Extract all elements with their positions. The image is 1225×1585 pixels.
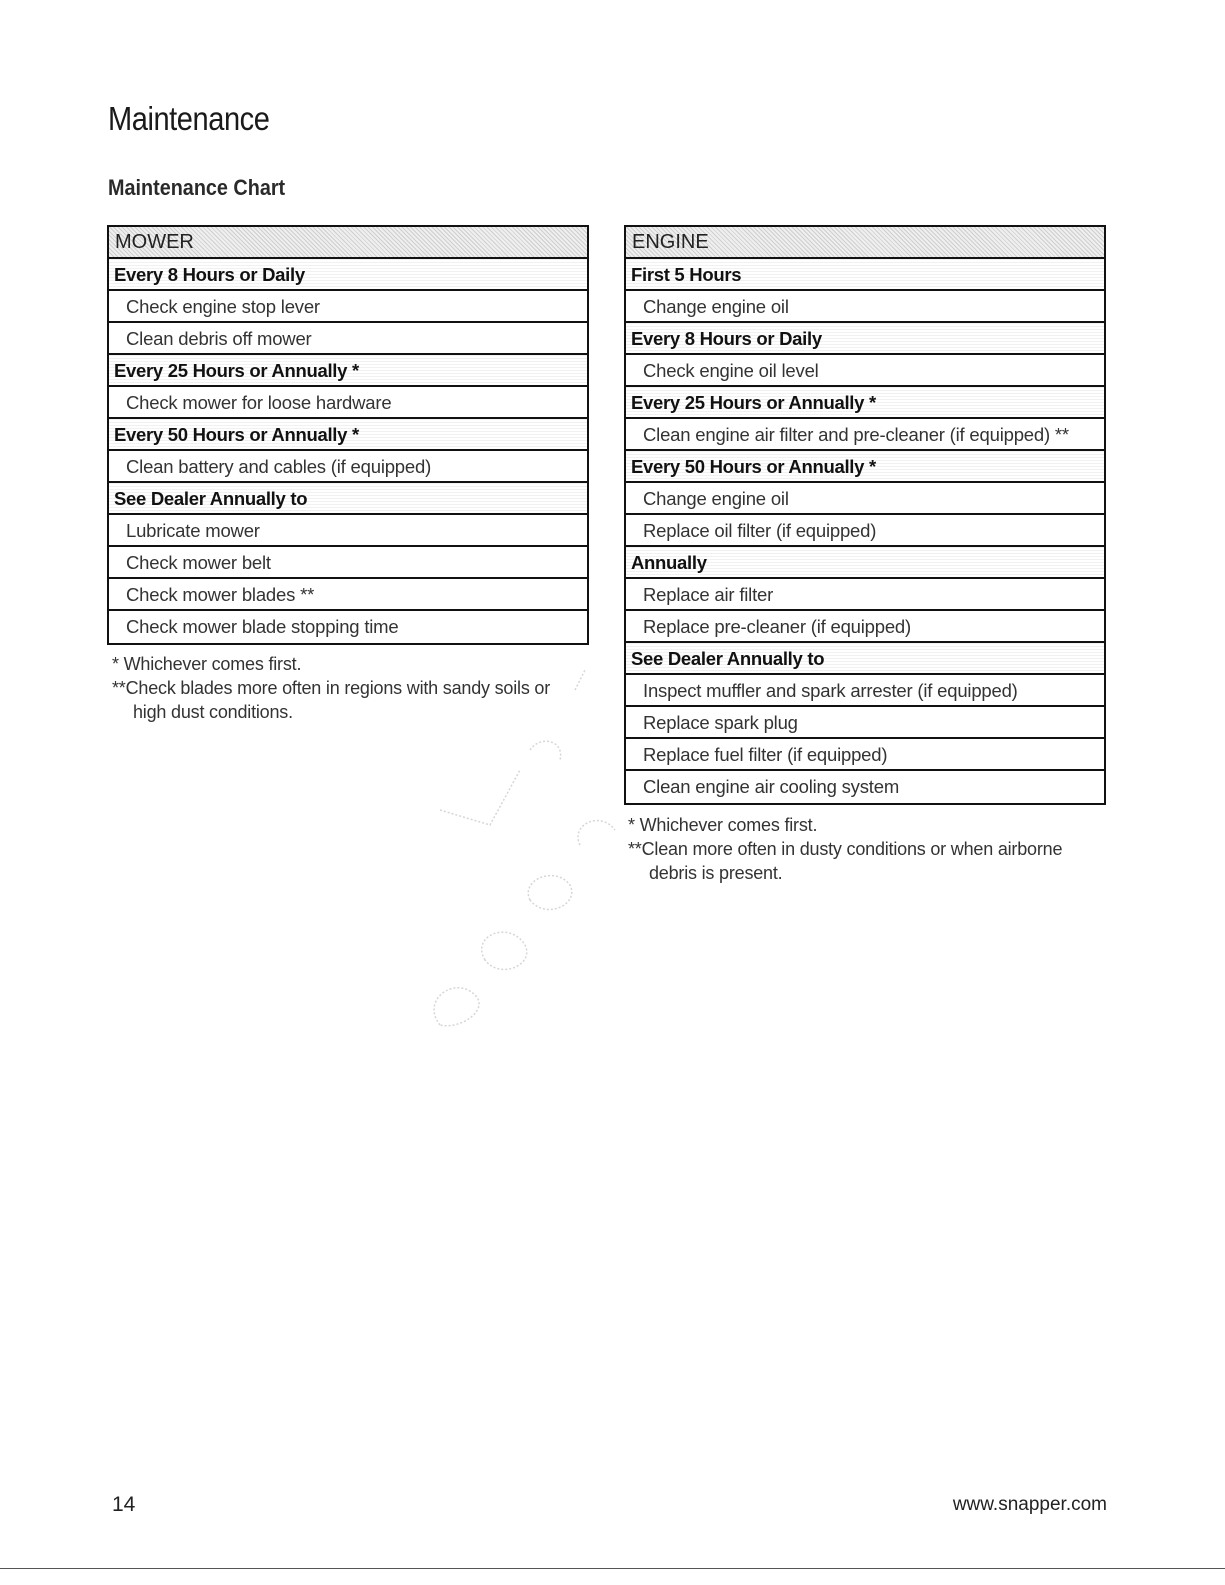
engine-task-row: Inspect muffler and spark arrester (if equipped) [626,675,1104,707]
engine-task-row: Clean engine air filter and pre-cleaner (if equipped) ** [626,419,1104,451]
engine-footnote: **Clean more often in dusty conditions or when airborne [628,839,1063,859]
page-number: 14 [112,1493,136,1516]
engine-task-row: Clean engine air cooling system [643,776,900,797]
engine-interval-row: First 5 Hours [626,259,1104,291]
engine-table-rows [626,259,1104,803]
engine-maintenance-table [624,225,1106,805]
mower-footnotes [112,652,582,724]
engine-footnotes [628,813,1098,885]
mower-interval-row: Every 50 Hours or Annually * [109,419,587,451]
mower-footnote: **Check blades more often in regions with sandy soils or [112,678,551,698]
mower-task-row: Check engine stop lever [109,291,587,323]
mower-interval-row: See Dealer Annually to [109,483,587,515]
engine-task-row: Replace fuel filter (if equipped) [626,739,1104,771]
mower-interval-row: Every 25 Hours or Annually * [109,355,587,387]
bottom-rule [0,1568,1225,1569]
engine-footnote: * Whichever comes first. [628,815,818,835]
mower-interval-row: Every 8 Hours or Daily [109,259,587,291]
mower-footnote: high dust conditions. [133,702,293,722]
engine-task-row: Replace oil filter (if equipped) [626,515,1104,547]
engine-interval-row: Every 8 Hours or Daily [626,323,1104,355]
engine-task-row: Change engine oil [626,483,1104,515]
engine-interval-row: See Dealer Annually to [626,643,1104,675]
engine-task-row: Replace spark plug [626,707,1104,739]
footer-url[interactable]: www.snapper.com [952,1494,1107,1515]
mower-maintenance-table [107,225,589,645]
engine-interval-row: Every 25 Hours or Annually * [626,387,1104,419]
mower-task-row: Clean battery and cables (if equipped) [109,451,587,483]
mower-task-row: Clean debris off mower [109,323,587,355]
mower-task-row: Check mower for loose hardware [109,387,587,419]
page-title: Maintenance [108,100,270,137]
engine-interval-row: Annually [626,547,1104,579]
section-title: Maintenance Chart [108,175,286,200]
engine-interval-row: Every 50 Hours or Annually * [626,451,1104,483]
engine-task-row: Replace air filter [626,579,1104,611]
engine-footnote: debris is present. [649,863,783,883]
mower-task-row: Check mower belt [109,547,587,579]
engine-table-header: ENGINE [626,227,1104,259]
engine-task-row: Replace pre-cleaner (if equipped) [626,611,1104,643]
mower-footnote: * Whichever comes first. [112,654,302,674]
mower-task-row: Check mower blade stopping time [126,616,399,637]
mower-task-row: Check mower blades ** [109,579,587,611]
mower-table-header: MOWER [109,227,587,259]
mower-task-row: Lubricate mower [109,515,587,547]
engine-task-row: Check engine oil level [626,355,1104,387]
mower-table-rows [109,259,587,643]
engine-task-row: Change engine oil [626,291,1104,323]
